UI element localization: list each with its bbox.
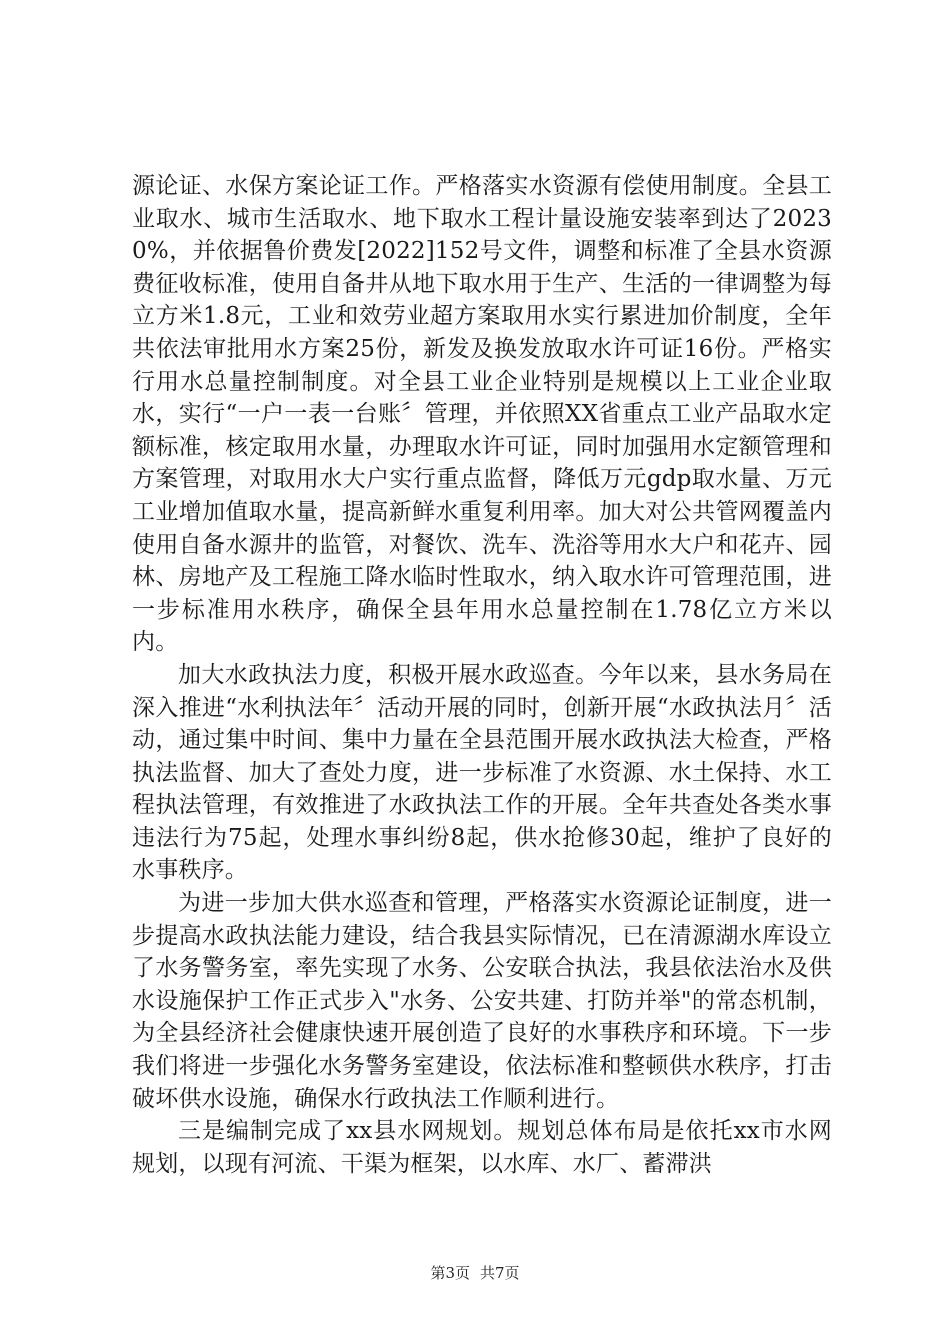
document-body	[132, 170, 832, 1180]
paragraph-3: 为进一步加大供水巡查和管理，严格落实水资源论证制度，进一步提高水政执法能力建设，结合我县实际情况，已在清源湖水库设立了水务警务室，率先实现了水务、公安联合执法，我县依法治水及供水设施保护工作正式步入"水务、公安共建、打防并举"的常态机制，为全县经济社会健康快速开展创造了良好的水事秩序和环境。下一步我们将进一步强化水务警务室建设，依法标准和整顿供水秩序，打击破坏供水设施，确保水行政执法工作顺利进行。	[132, 890, 832, 1112]
paragraph-2: 加大水政执法力度，积极开展水政巡查。今年以来，县水务局在深入推进“水利执法年〞活动开展的同时，创新开展“水政执法月〞活动，通过集中时间、集中力量在全县范围开展水政执法大检查，严格执法监督、加大了查处力度，进一步标准了水资源、水土保持、水工程执法管理，有效推进了水政执法工作的开展。全年共查处各类水事违法行为75起，处理水事纠纷8起，供水抢修30起，维护了良好的水事秩序。	[132, 661, 832, 884]
page-total: 共7页	[480, 1264, 520, 1282]
paragraph-1: 源论证、水保方案论证工作。严格落实水资源有偿使用制度。全县工业取水、城市生活取水、地下取水工程计量设施安装率到达了20230%，并依据鲁价费发[2022]152号文件，调整和标准了全县水资源费征收标准，使用自备井从地下取水用于生产、生活的一律调整为每立方米1.8元，工业和效劳业超方案取用水实行累进加价制度，全年共依法审批用水方案25份，新发及换发放取水许可证16份。严格实行用水总量控制制度。对全县工业企业特别是规模以上工业企业取水，实行“一户一表一台账〞管理，并依照XX省重点工业产品取水定额标准，核定取用水量，办理取水许可证，同时加强用水定额管理和方案管理，对取用水大户实行重点监督，降低万元gdp取水量、万元工业增加值取水量，提高新鲜水重复利用率。加大对公共管网覆盖内使用自备水源井的监管，对餐饮、洗车、洗浴等用水大户和花卉、园林、房地产及工程施工降水临时性取水，纳入取水许可管理范围，进一步标准用水秩序，确保全县年用水总量控制在1.78亿立方米以内。	[132, 173, 832, 656]
paragraph-4: 三是编制完成了xx县水网规划。规划总体布局是依托xx市水网规划，以现有河流、干渠为框架，以水库、水厂、蓄滞洪	[132, 1118, 832, 1177]
page-number: 第3页	[430, 1264, 470, 1282]
page-footer	[0, 1262, 950, 1283]
